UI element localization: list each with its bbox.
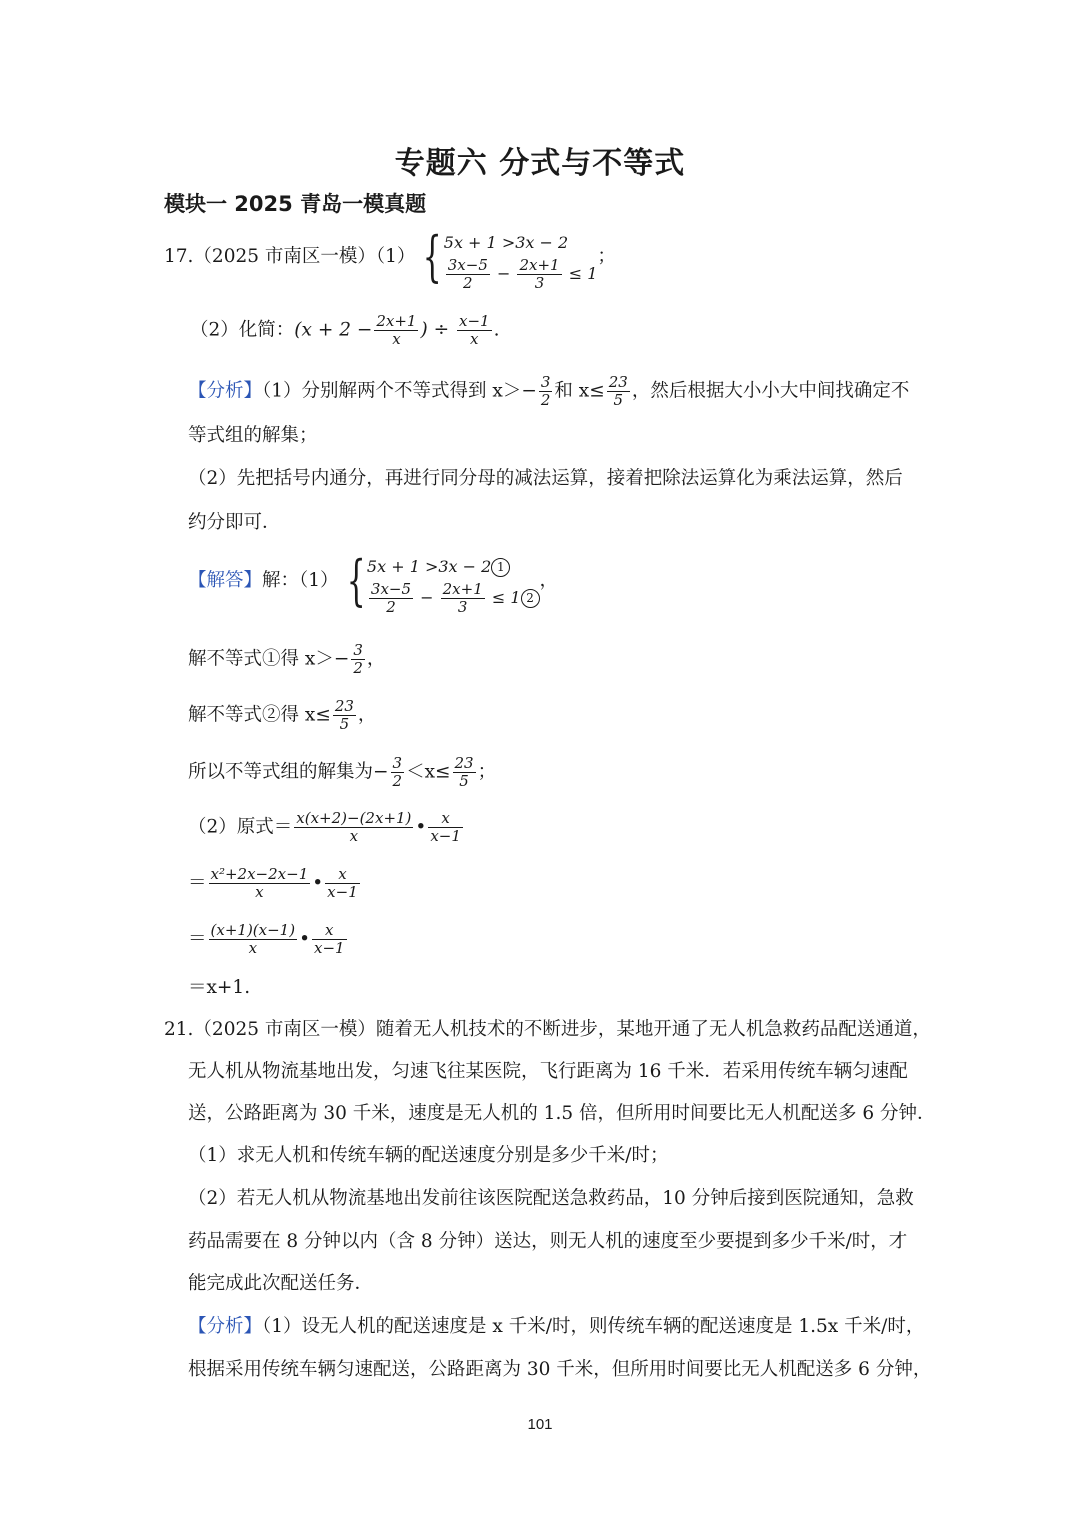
analysis-tag: 【分析】: [188, 1316, 263, 1337]
fraction-numerator: x: [428, 810, 463, 828]
fraction-denominator: 2: [392, 772, 403, 790]
system-line-1: 5x + 1 >3x − 2 1: [367, 555, 540, 581]
fraction-denominator: x: [248, 939, 258, 957]
fraction-numerator: x: [325, 866, 360, 884]
brace-icon: {: [423, 225, 443, 288]
fraction-denominator: 2: [463, 274, 473, 292]
fraction-numerator: 23: [454, 754, 474, 772]
fraction-denominator: 3: [457, 598, 468, 616]
question-17-part2: [190, 313, 499, 348]
question-21-line-1: 21.（2025 市南区一模）随着无人机技术的不断进步，某地开通了无人机急救药品配送通道，: [164, 1019, 931, 1040]
question-21-line-6: 药品需要在 8 分钟以内（含 8 分钟）送达，则无人机的速度至少要提到多少千米/时，才: [188, 1231, 908, 1252]
brace-icon: {: [346, 549, 366, 612]
math-expression: ) ÷: [420, 319, 450, 341]
question-number: 21.: [164, 1019, 194, 1040]
fraction-denominator: x: [349, 827, 359, 845]
system-line-1: 5x + 1 >3x − 2: [443, 233, 569, 252]
analysis-17-line-1: [188, 374, 909, 409]
analysis-17-line-2: 等式组的解集；: [188, 425, 318, 446]
multiply-dot: •: [299, 928, 310, 950]
fraction-numerator: 2x+1: [376, 312, 417, 330]
multiply-dot: •: [415, 816, 427, 838]
fraction-denominator: 2: [353, 659, 363, 677]
page-number: 101: [527, 1416, 553, 1433]
solution-17-part2-line-2: ＝ $\frac{\text{x²+2x−2x−1}}{x}$ • $\frac{x}{x-1}$: [188, 865, 358, 901]
inequality-system: [366, 555, 540, 616]
punctuation: ；: [597, 246, 616, 267]
text: （1）分别解两个不等式得到 x＞−: [262, 380, 537, 402]
minus-sign: −: [496, 264, 511, 283]
punctuation: .: [493, 319, 500, 341]
fraction-denominator: 5: [613, 391, 624, 409]
punctuation: ，: [539, 570, 559, 591]
fraction-numerator: 3x−5: [370, 580, 412, 598]
fraction-denominator: x: [392, 330, 401, 348]
fraction-denominator: x: [470, 330, 479, 348]
solution-17-final: ＝x+1.: [188, 977, 251, 998]
fraction-numerator: 3: [540, 373, 551, 391]
fraction-denominator: 2: [386, 598, 396, 616]
system-line-2: [367, 580, 540, 616]
fraction-numerator: x: [312, 922, 347, 940]
inequality-rhs: ≤ 1: [491, 588, 521, 607]
fraction-numerator: 3: [392, 754, 403, 772]
fraction-numerator: 3x−5: [447, 256, 488, 274]
fraction-numerator: x(x+2)−(2x+1): [296, 809, 412, 827]
solution-17-part2-line-1: （2）原式＝ $\frac{x(x+2)-(2x+1)}{x}$ • $\frac{x}{x-1}$: [188, 809, 461, 845]
question-21-line-4: （1）求无人机和传统车辆的配送速度分别是多少千米/时；: [188, 1145, 669, 1166]
fraction-numerator: x²+2x−2x−1: [210, 865, 309, 883]
fraction-denominator: x−1: [314, 939, 345, 957]
question-21-line-2: 无人机从物流基地出发，匀速飞往某医院，飞行距离为 16 千米．若采用传统车辆匀速配: [188, 1061, 908, 1082]
solution-17-part1: [188, 549, 559, 616]
question-number: 17.: [164, 246, 194, 267]
fraction-numerator: 2x+1: [519, 256, 560, 274]
inequality-rhs: ≤ 1: [568, 264, 598, 283]
question-21-line-3: 送，公路距离为 30 千米，速度是无人机的 1.5 倍，但所用时间要比无人机配送多 6 分钟．: [188, 1103, 936, 1124]
analysis-17-line-3: （2）先把括号内通分，再进行同分母的减法运算，接着把除法运算化为乘法运算，然后: [188, 468, 903, 489]
fraction-denominator: x: [255, 883, 264, 901]
page-title: 专题六 分式与不等式: [394, 146, 686, 181]
fraction-denominator: 2: [540, 391, 551, 409]
solution-tag: 【解答】: [188, 570, 263, 591]
fraction-denominator: 3: [534, 274, 545, 292]
solution-17-step-3: 所以不等式组的解集为− $\frac{3}{2}$ ＜x≤ $\frac{23}{5}$ ；: [188, 754, 497, 790]
part-label: （2）化简：: [190, 319, 295, 341]
text: 和 x≤: [554, 380, 605, 402]
solution-17-step-2: 解不等式②得 x≤ $\frac{23}{5}$ ，: [188, 697, 377, 733]
math-expression: (x + 2 −: [294, 319, 373, 341]
text: 解：（1）: [262, 570, 339, 591]
fraction-denominator: x−1: [430, 827, 461, 845]
fraction-numerator: 2x+1: [442, 580, 483, 598]
solution-17-part2-line-3: ＝ $\frac{(x+1)(x-1)}{x}$ • $\frac{x}{x-1}$: [188, 921, 345, 957]
system-line-2: [444, 256, 598, 292]
fraction-numerator: (x+1)(x−1): [210, 921, 296, 939]
circled-number-icon: 2: [521, 589, 540, 608]
solution-17-step-1: 解不等式①得 x＞− $\frac{3}{2}$ ，: [188, 641, 386, 677]
multiply-dot: •: [312, 872, 324, 894]
circled-number-icon: 1: [491, 558, 510, 577]
analysis-17-line-4: 约分即可．: [188, 512, 281, 533]
analysis-tag: 【分析】: [188, 380, 263, 402]
text: ，然后根据大小小大中间找确定不: [631, 380, 910, 402]
fraction-numerator: 23: [608, 373, 628, 391]
minus-sign: −: [420, 588, 434, 607]
analysis-21-line-2: 根据采用传统车辆匀速配送，公路距离为 30 千米，但所用时间要比无人机配送多 6 分钟，: [188, 1359, 932, 1380]
fraction-denominator: 5: [339, 715, 350, 733]
inequality-system: [443, 231, 598, 292]
fraction-numerator: x−1: [458, 312, 490, 330]
question-21-line-5: （2）若无人机从物流基地出发前往该医院配送急救药品，10 分钟后接到医院通知，急救: [188, 1188, 914, 1209]
question-21-line-7: 能完成此次配送任务．: [188, 1273, 374, 1294]
fraction-numerator: 23: [334, 697, 354, 715]
analysis-21-line-1: 【分析】（1）设无人机的配送速度是 x 千米/时，则传统车辆的配送速度是 1.5x 千米/时，: [188, 1316, 925, 1337]
module-heading: 模块一 2025 青岛一模真题: [164, 192, 427, 216]
fraction-denominator: 5: [459, 772, 469, 790]
fraction-denominator: x−1: [327, 883, 358, 901]
fraction-numerator: 3: [353, 641, 363, 659]
question-source: （2025 市南区一模）（1）: [193, 246, 416, 267]
question-17: [164, 225, 616, 292]
